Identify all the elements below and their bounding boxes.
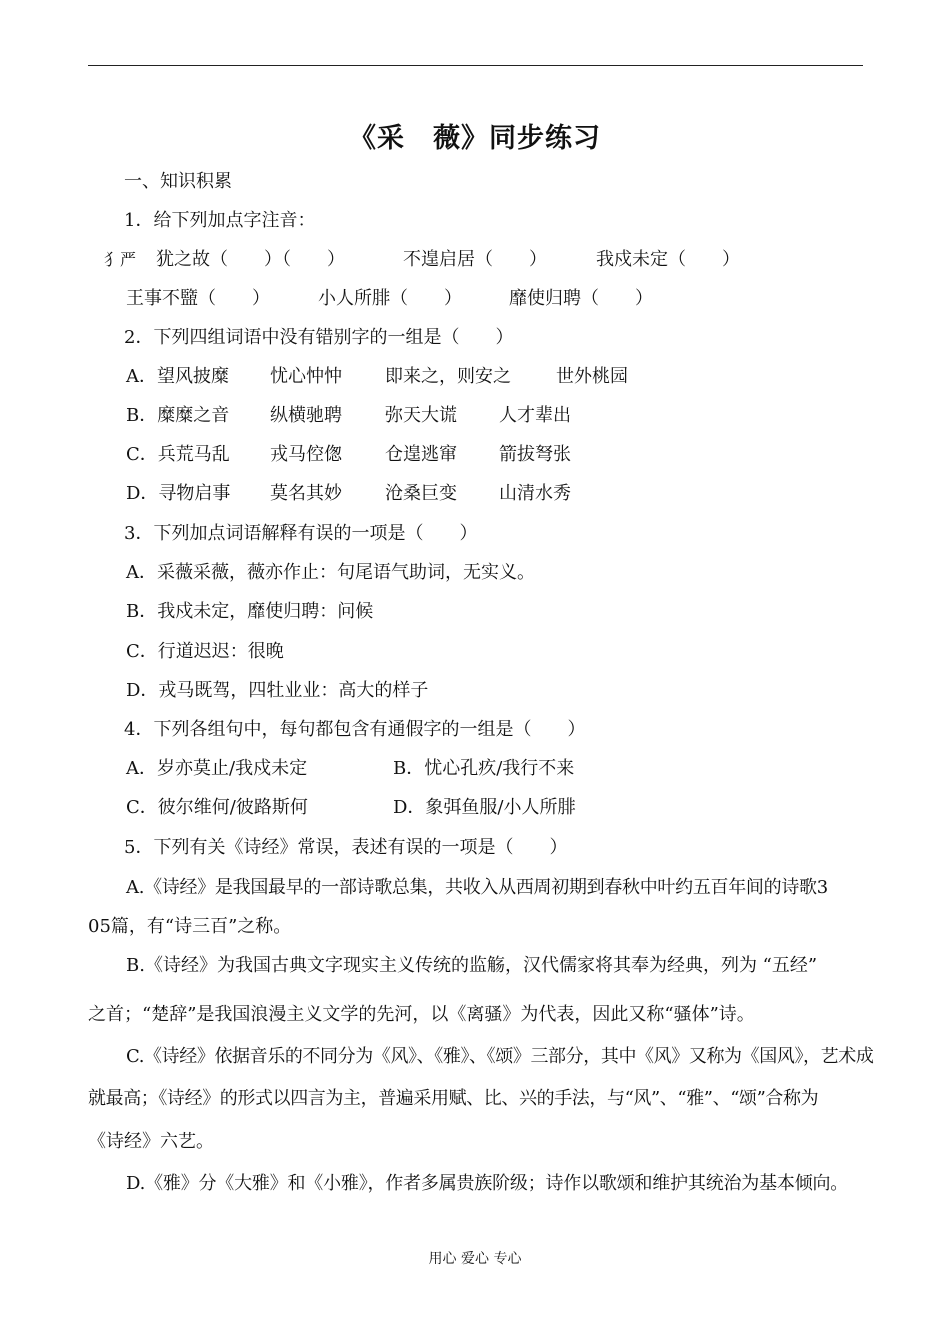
q2-option: 弥天大谎 xyxy=(385,405,457,426)
page-footer: 用心 爱心 专心 xyxy=(428,1251,522,1267)
q4-option: B．忧心孔疚/我行不来 xyxy=(393,758,575,779)
q2-option: A．望风披糜 xyxy=(126,366,229,387)
q1-item: 王事不盬（ ） xyxy=(126,288,270,309)
q4-option: D．象弭鱼服/小人所腓 xyxy=(393,797,576,818)
q2-option: 即来之，则安之 xyxy=(385,366,511,387)
q2-option: 纵横驰聘 xyxy=(270,405,342,426)
header-rule xyxy=(88,65,863,66)
q1-item: 不遑启居（ ） xyxy=(403,249,547,270)
q5-option-d: D.《雅》分《大雅》和《小雅》，作者多属贵族阶级；诗作以歌颂和维护其统治为基本倾向。 xyxy=(126,1173,849,1194)
q3-option: A．采薇采薇，薇亦作止：句尾语气助词，无实义。 xyxy=(126,562,535,583)
q1-item: 犹之故（ ）（ ） xyxy=(156,249,345,270)
q2-option: 仓遑逃窜 xyxy=(385,444,457,465)
q5-stem: 5．下列有关《诗经》常误，表述有误的一项是（ ） xyxy=(124,837,568,858)
q3-stem: 3．下列加点词语解释有误的一项是（ ） xyxy=(124,523,478,544)
page-title: 《采 薇》同步练习 xyxy=(349,123,601,154)
q4-stem: 4．下列各组句中，每句都包含有通假字的一组是（ ） xyxy=(124,719,586,740)
q2-option: 沧桑巨变 xyxy=(385,483,457,504)
q1-stray-glyph: 犭严 xyxy=(104,250,137,269)
q5-option-c-line3: 《诗经》六艺。 xyxy=(88,1131,214,1152)
q5-option-a-line1: A.《诗经》是我国最早的一部诗歌总集，共收入从西周初期到春秋中叶约五百年间的诗歌3 xyxy=(126,877,828,898)
q5-option-c-line1: C.《诗经》依据音乐的不同分为《风》、《雅》、《颂》三部分，其中《风》又称为《国风》，艺术成 xyxy=(126,1046,874,1067)
q2-option: 箭拔弩张 xyxy=(499,444,571,465)
q4-option: A．岁亦莫止/我戍未定 xyxy=(126,758,308,779)
q2-option: B．糜糜之音 xyxy=(126,405,230,426)
q2-option: 戎马倥偬 xyxy=(270,444,342,465)
q4-option: C．彼尔维何/彼路斯何 xyxy=(126,797,308,818)
q2-option: 莫名其妙 xyxy=(270,483,342,504)
q5-option-b-line2: 之首；“楚辞”是我国浪漫主义文学的先河，以《离骚》为代表，因此又称“骚体”诗。 xyxy=(88,1004,755,1025)
q5-option-a-line2: 05篇，有“诗三百”之称。 xyxy=(88,916,292,937)
q1-item: 小人所腓（ ） xyxy=(318,288,462,309)
q5-option-b-line1: B.《诗经》为我国古典文字现实主义传统的监觞，汉代儒家将其奉为经典，列为 “五经” xyxy=(126,955,818,976)
q1-item: 我戍未定（ ） xyxy=(596,249,740,270)
q2-stem: 2．下列四组词语中没有错别字的一组是（ ） xyxy=(124,327,514,348)
section-heading: 一、知识积累 xyxy=(124,171,232,192)
q3-option: D．戎马既驾，四牡业业：高大的样子 xyxy=(126,680,429,701)
q2-option: C．兵荒马乱 xyxy=(126,444,230,465)
q3-option: B．我戍未定，靡使归聘：问候 xyxy=(126,601,374,622)
q1-stem: 1．给下列加点字注音： xyxy=(124,210,316,231)
q1-item: 靡使归聘（ ） xyxy=(509,288,653,309)
q5-option-c-line2: 就最高；《诗经》的形式以四言为主，普遍采用赋、比、兴的手法，与“风”、“雅”、“颂”合称为 xyxy=(88,1088,819,1109)
q2-option: 山清水秀 xyxy=(499,483,571,504)
q3-option: C．行道迟迟：很晚 xyxy=(126,641,284,662)
q2-option: D．寻物启事 xyxy=(126,483,231,504)
q2-option: 世外桃园 xyxy=(556,366,628,387)
q2-option: 人才辈出 xyxy=(499,405,571,426)
q2-option: 忧心忡忡 xyxy=(270,366,342,387)
